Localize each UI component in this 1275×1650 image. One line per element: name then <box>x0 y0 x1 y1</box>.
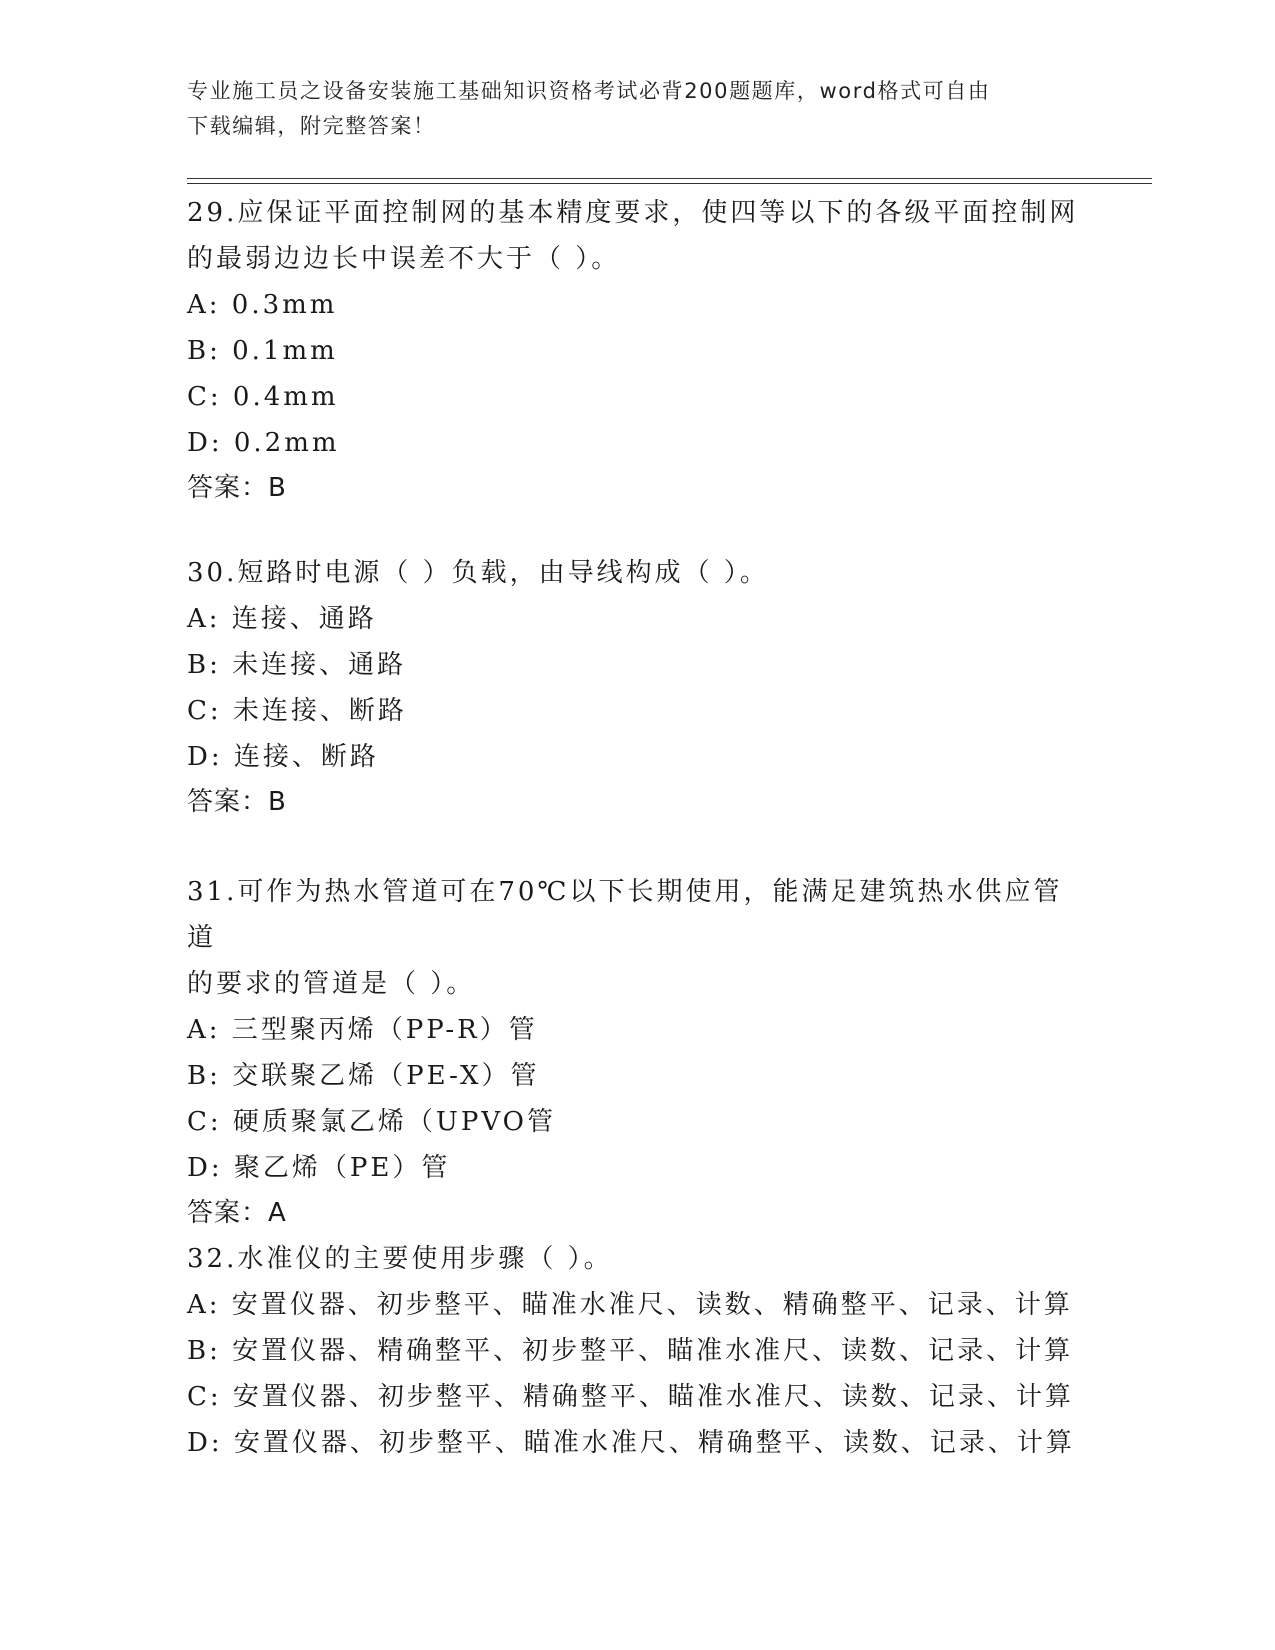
question-stem: 30.短路时电源（ ）负载，由导线构成（ ）。 <box>187 558 769 588</box>
option-d: D: 聚乙烯（PE）管 <box>187 1153 451 1183</box>
header-divider-top <box>187 178 1152 179</box>
question-stem: 的要求的管道是（ ）。 <box>187 969 476 999</box>
option-d: D: 安置仪器、初步整平、瞄准水准尺、精确整平、读数、记录、计算 <box>187 1428 1075 1458</box>
answer: 答案：B <box>187 473 287 503</box>
option-d: D: 连接、断路 <box>187 742 379 772</box>
header-line-2: 下载编辑，附完整答案！ <box>187 114 436 138</box>
option-b: B: 未连接、通路 <box>187 650 407 680</box>
question-stem: 32.水准仪的主要使用步骤（ ）。 <box>187 1244 613 1274</box>
option-b: B: 交联聚乙烯（PE-X）管 <box>187 1061 540 1091</box>
option-d: D: 0.2mm <box>187 428 340 458</box>
question-stem: 31.可作为热水管道可在70℃以下长期使用，能满足建筑热水供应管道 <box>187 877 1063 953</box>
question-32 <box>187 1236 1087 1466</box>
option-a: A: 0.3mm <box>187 290 338 320</box>
option-c: C: 0.4mm <box>187 382 339 412</box>
document-header <box>187 74 1067 144</box>
question-31 <box>187 869 1087 1235</box>
option-c: C: 未连接、断路 <box>187 696 407 726</box>
question-30 <box>187 550 1087 824</box>
answer: 答案：A <box>187 1198 287 1228</box>
option-a: A: 三型聚丙烯（PP-R）管 <box>187 1015 538 1045</box>
header-divider-bottom <box>187 183 1152 184</box>
option-b: B: 0.1mm <box>187 336 338 366</box>
question-stem: 29.应保证平面控制网的基本精度要求，使四等以下的各级平面控制网 <box>187 198 1079 228</box>
answer: 答案：B <box>187 787 287 817</box>
option-c: C: 安置仪器、初步整平、精确整平、瞄准水准尺、读数、记录、计算 <box>187 1382 1074 1412</box>
header-line-1: 专业施工员之设备安装施工基础知识资格考试必背200题题库，word格式可自由 <box>187 79 991 103</box>
question-29 <box>187 190 1087 510</box>
question-stem: 的最弱边边长中误差不大于（ ）。 <box>187 244 621 274</box>
option-a: A: 安置仪器、初步整平、瞄准水准尺、读数、精确整平、记录、计算 <box>187 1290 1073 1320</box>
option-c: C: 硬质聚氯乙烯（UPVO管 <box>187 1107 556 1137</box>
option-a: A: 连接、通路 <box>187 604 377 634</box>
option-b: B: 安置仪器、精确整平、初步整平、瞄准水准尺、读数、记录、计算 <box>187 1336 1074 1366</box>
